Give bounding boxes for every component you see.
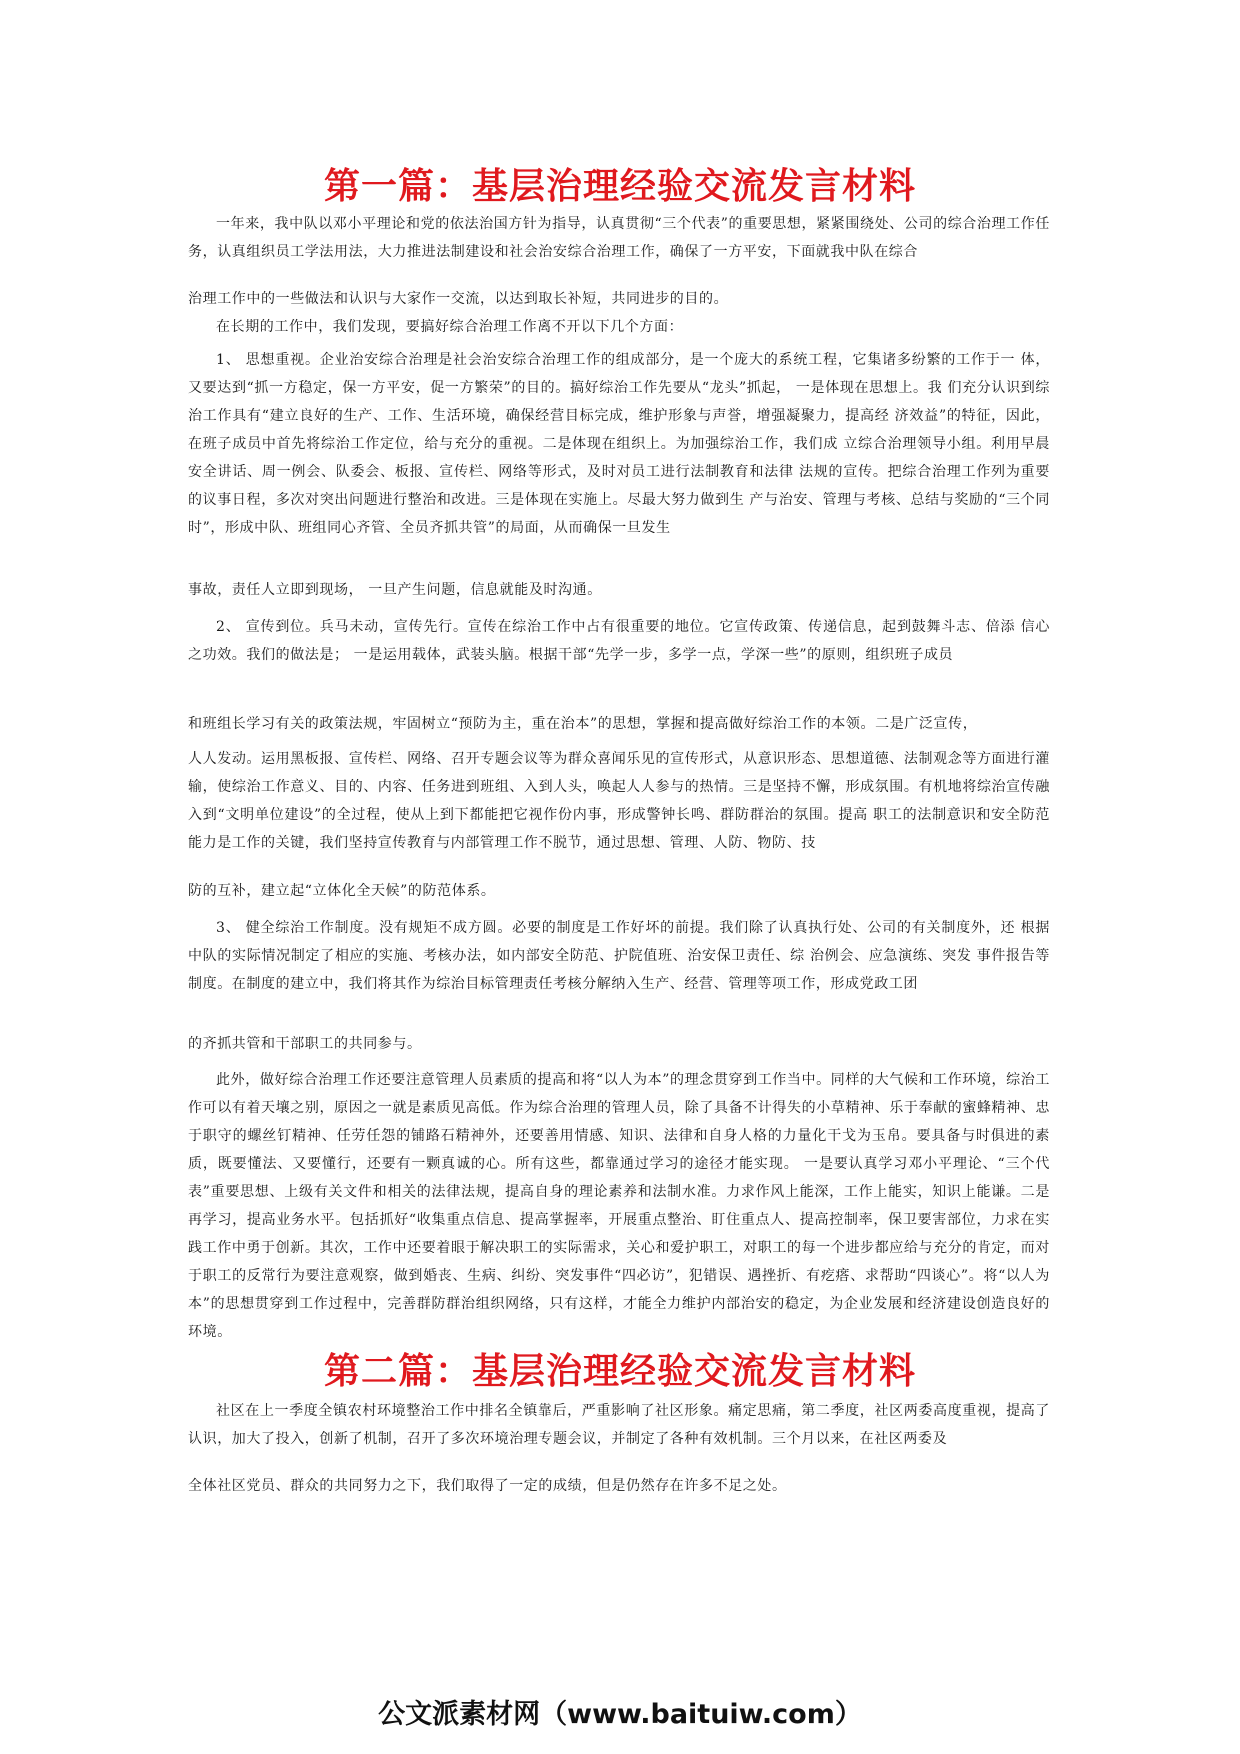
- part2-paragraph-1-cont: 全体社区党员、群众的共同努力之下，我们取得了一定的成绩，但是仍然存在许多不足之处。: [188, 1478, 787, 1494]
- part1-title: 第一篇：基层治理经验交流发言材料: [323, 165, 916, 207]
- part1-section-2-cont-c: 防的互补，建立起“立体化全天候”的防范体系。: [188, 883, 496, 899]
- part1-section-3-cont: 的齐抓共管和干部职工的共同参与。: [188, 1036, 422, 1052]
- part1-paragraph-1-cont: 治理工作中的一些做法和认识与大家作一交流，以达到取长补短，共同进步的目的。: [188, 291, 729, 307]
- part1-section-2-cont-b: 人人发动。运用黑板报、宣传栏、网络、召开专题会议等为群众喜闻乐见的宣传形式，从意识形态、思想道德、法制观念等方面进行灌输，使综治工作意义、目的、内容、任务进到班组、入到人头，唤起人人参与的热情。三是坚持不懈，形成氛围。有机地将综治宣传融入到“文明单位建设”的全过程，使从上到下都能把它视作份内事，形成警钟长鸣、群防群治的氛围。提高 职工的法制意识和安全防范能力是工作的关键，我们坚持宣传教育与内部管理工作不脱节，通过思想、管理、人防、物防、技: [188, 751, 1050, 851]
- part1-section-3: 3、 健全综治工作制度。没有规矩不成方圆。必要的制度是工作好坏的前提。我们除了认真执行处、公司的有关制度外，还 根据中队的实际情况制定了相应的实施、考核办法，如内部安全防范、护院值班、治安保卫责任、综 治例会、应急演练、突发 事件报告等制度。在制度的建立中，我们将其作为综治目标管理责任考核分解纳入生产、经营、管理等项工作，形成党政工团: [188, 920, 1050, 992]
- part1-section-1: 1、 思想重视。企业治安综合治理是社会治安综合治理工作的组成部分，是一个庞大的系统工程，它集诸多纷繁的工作于一 体，又要达到“抓一方稳定，保一方平安，促一方繁荣”的目的。搞好综治工作先要从“龙头”抓起， 一是体现在思想上。我 们充分认识到综治工作具有“建立良好的生产、工作、生活环境，确保经营目标完成，维护形象与声誉，增强凝聚力，提高经 济效益”的特征，因此，在班子成员中首先将综治工作定位，给与充分的重视。二是体现在组织上。为加强综治工作，我们成 立综合治理领导小组。利用早晨安全讲话、周一例会、队委会、板报、宣传栏、网络等形式，及时对员工进行法制教育和法律 法规的宣传。把综合治理工作列为重要的议事日程，多次对突出问题进行整治和改进。三是体现在实施上。尽最大努力做到生 产与治安、管理与考核、总结与奖励的“三个同时”，形成中队、班组同心齐管、全员齐抓共管”的局面，从而确保一旦发生: [188, 352, 1050, 536]
- part1-paragraph-2: 在长期的工作中，我们发现，要搞好综合治理工作离不开以下几个方面：: [216, 319, 684, 335]
- part1-paragraph-closing: 此外，做好综合治理工作还要注意管理人员素质的提高和将“以人为本”的理念贯穿到工作当中。同样的大气候和工作环境，综治工作可以有着天壤之别，原因之一就是素质见高低。作为综合治理的管理人员，除了具备不计得失的小草精神、乐于奉献的蜜蜂精神、忠于职守的螺丝钉精神、任劳任怨的铺路石精神外，还要善用情感、知识、法律和自身人格的力量化干戈为玉帛。要具备与时俱进的素质，既要懂法、又要懂行，还要有一颗真诚的心。所有这些，都靠通过学习的途径才能实现。 一是要认真学习邓小平理论、“三个代表”重要思想、上级有关文件和相关的法律法规，提高自身的理论素养和法制水准。力求作风上能深，工作上能实，知识上能谦。二是再学习，提高业务水平。包括抓好“收集重点信息、提高掌握率，开展重点整治、盯住重点人、提高控制率，保卫要害部位，力求在实践工作中勇于创新。其次，工作中还要着眼于解决职工的实际需求，关心和爱护职工，对职工的每一个进步都应给与充分的肯定，而对于职工的反常行为要注意观察，做到婚丧、生病、纠纷、突发事件“四必访”，犯错误、遇挫折、有疙瘩、求帮助“四谈心”。将“以人为本”的思想贯穿到工作过程中，完善群防群治组织网络，只有这样，才能全力维护内部治安的稳定，为企业发展和经济建设创造良好的环境。: [188, 1072, 1050, 1340]
- part2-title: 第二篇：基层治理经验交流发言材料: [323, 1350, 916, 1392]
- footer-watermark: 公文派素材网（www.baituiw.com）: [378, 1699, 862, 1730]
- part1-section-2: 2、 宣传到位。兵马未动，宣传先行。宣传在综治工作中占有很重要的地位。它宣传政策、传递信息，起到鼓舞斗志、倍添 信心之功效。我们的做法是； 一是运用载体，武装头脑。根据干部“先学一步，多学一点，学深一些”的原则，组织班子成员: [188, 619, 1050, 663]
- part1-section-1-cont: 事故，责任人立即到现场， 一旦产生问题，信息就能及时沟通。: [188, 582, 602, 598]
- part1-section-2-cont-a: 和班组长学习有关的政策法规，牢固树立“预防为主，重在治本”的思想，掌握和提高做好综治工作的本领。二是广泛宣传，: [188, 716, 978, 732]
- part2-paragraph-1: 社区在上一季度全镇农村环境整治工作中排名全镇靠后，严重影响了社区形象。痛定思痛，第二季度，社区两委高度重视，提高了认识，加大了投入，创新了机制，召开了多次环境治理专题会议，并制定了各种有效机制。三个月以来，在社区两委及: [188, 1403, 1050, 1447]
- part1-paragraph-1: 一年来，我中队以邓小平理论和党的依法治国方针为指导，认真贯彻“三个代表”的重要思想，紧紧围绕处、公司的综合治理工作任务，认真组织员工学法用法，大力推进法制建设和社会治安综合治理工作，确保了一方平安，下面就我中队在综合: [188, 216, 1050, 260]
